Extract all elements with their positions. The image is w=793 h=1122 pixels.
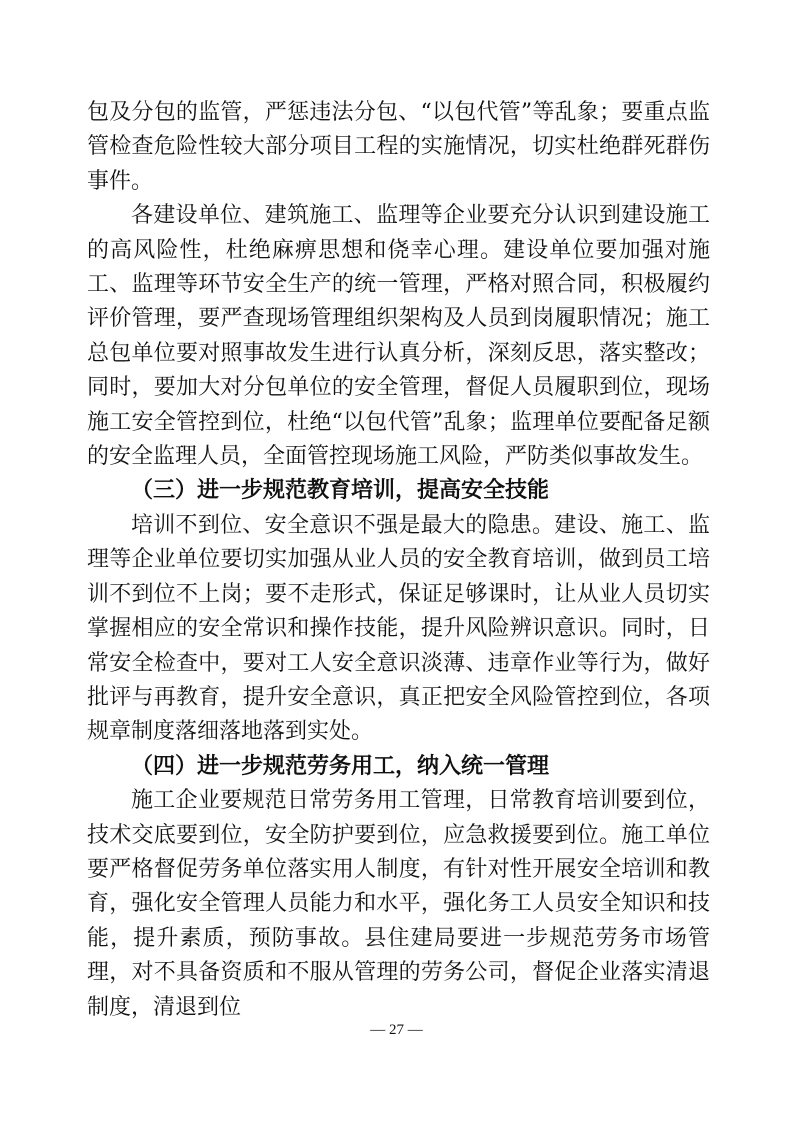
heading-section-4: （四）进一步规范劳务用工，纳入统一管理 [131,753,550,779]
paragraph-continuation: 包及分包的监管，严惩违法分包、“以包代管”等乱象；要重点监管检查危险性较大部分项目工程的实施情况，切实杜绝群死群伤事件。 [87,100,710,194]
paragraph-construction-units: 各建设单位、建筑施工、监理等企业要充分认识到建设施工的高风险性，杜绝麻痹思想和侥幸心理。建设单位要加强对施工、监理等环节安全生产的统一管理，严格对照合同，积极履约评价管理，要严查现场管理组织架构及人员到岗履职情况；施工总包单位要对照事故发生进行认真分析，深刻反思，落实整改；同时，要加大对分包单位的安全管理，督促人员履职到位，现场施工安全管控到位，杜绝“以包代管”乱象；监理单位要配备足额的安全监理人员，全面管控现场施工风险，严防类似事故发生。 [87,203,710,470]
document-body [87,96,710,1025]
page-number: — 27 — [370,1022,423,1038]
paragraph-training: 培训不到位、安全意识不强是最大的隐患。建设、施工、监理等企业单位要切实加强从业人员的安全教育培训，做到员工培训不到位不上岗；要不走形式，保证足够课时，让从业人员切实掌握相应的安全常识和操作技能，提升风险辨识意识。同时，日常安全检查中，要对工人安全意识淡薄、违章作业等行为，做好批评与再教育，提升安全意识，真正把安全风险管控到位，各项规章制度落细落地落到实处。 [87,512,710,745]
paragraph-labor: 施工企业要规范日常劳务用工管理，日常教育培训要到位，技术交底要到位，安全防护要到位，应急救援要到位。施工单位要严格督促劳务单位落实用人制度，有针对性开展安全培训和教育，强化安全管理人员能力和水平，强化务工人员安全知识和技能，提升素质，预防事故。县住建局要进一步规范劳务市场管理，对不具备资质和不服从管理的劳务公司，督促企业落实清退制度，清退到位 [87,788,710,1020]
heading-section-3: （三）进一步规范教育培训，提高安全技能 [131,478,550,504]
